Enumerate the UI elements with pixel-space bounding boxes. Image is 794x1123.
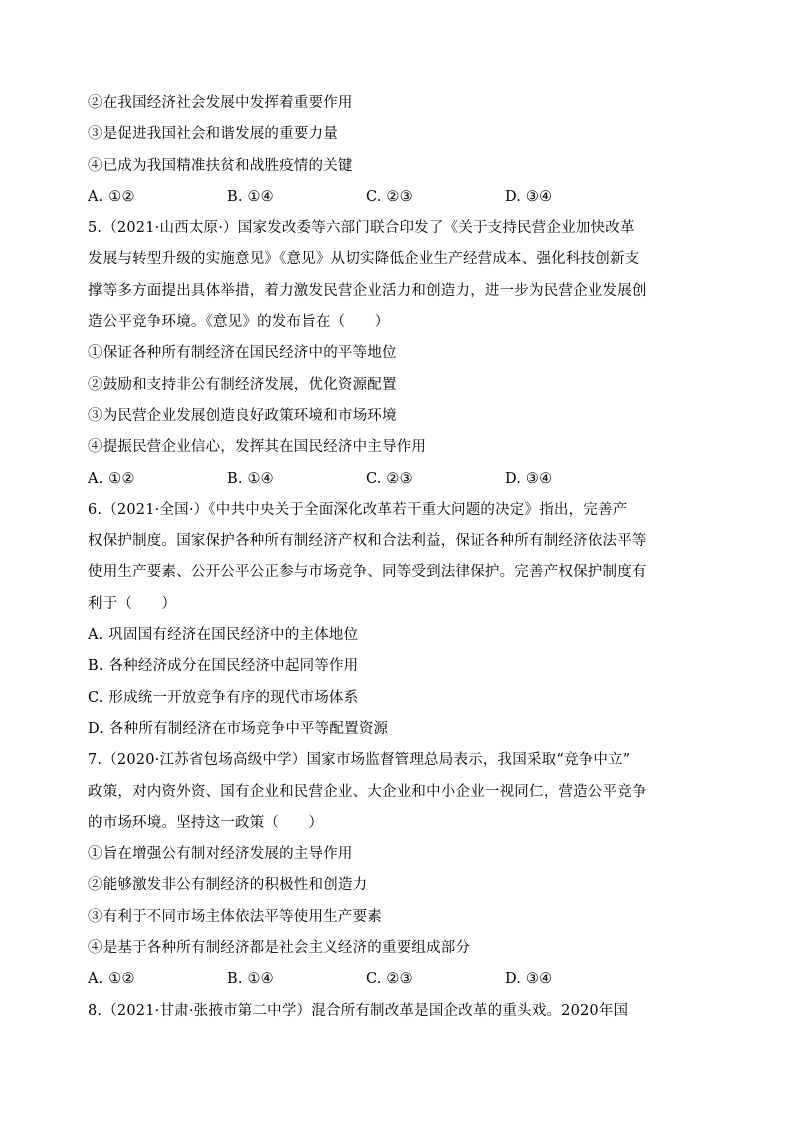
q4-item-2: ②在我国经济社会发展中发挥着重要作用 bbox=[88, 95, 353, 111]
q4-item-4: ④已成为我国精准扶贫和战胜疫情的关键 bbox=[88, 157, 353, 174]
q7-stem-line-2: 政策，对内资外资、国有企业和民营企业、大企业和中小企业一视同仁，营造公平竞争 bbox=[88, 783, 647, 800]
q6-stem-line-4: 利于（ ） bbox=[88, 595, 177, 612]
q7-item-1: ①旨在增强公有制对经济发展的主导作用 bbox=[88, 846, 353, 863]
q5-stem-line-2: 发展与转型升级的实施意见》《意见》从切实降低企业生产经营成本、强化科技创新支 bbox=[88, 251, 640, 268]
question-content bbox=[88, 88, 708, 1027]
q7-stem-line-3: 的市场环境。坚持这一政策（ ） bbox=[88, 814, 324, 831]
q4-item-3: ③是促进我国社会和谐发展的重要力量 bbox=[88, 126, 338, 143]
q5-item-3: ③为民营企业发展创造良好政策环境和市场环境 bbox=[88, 407, 397, 424]
q5-item-1: ①保证各种所有制经济在国民经济中的平等地位 bbox=[88, 345, 397, 362]
q5-stem-line-1: 5.（2021·山西太原·）国家发改委等六部门联合印发了《关于支持民营企业加快改革 bbox=[88, 220, 635, 237]
q5-options bbox=[88, 464, 708, 495]
q6-option-b: B. 各种经济成分在国民经济中起同等作用 bbox=[88, 658, 359, 675]
q4-option-b: B. ①④ bbox=[227, 188, 274, 205]
q8-stem-line-1: 8.（2021·甘肃·张掖市第二中学）混合所有制改革是国企改革的重头戏。2020年国 bbox=[88, 1002, 629, 1019]
q5-option-a: A. ①② bbox=[88, 470, 135, 487]
q7-option-d: D. ③④ bbox=[505, 971, 553, 988]
q7-item-2: ②能够激发非公有制经济的积极性和创造力 bbox=[88, 877, 368, 894]
q6-stem-line-3: 使用生产要素、公开公平公正参与市场竞争、同等受到法律保护。完善产权保护制度有 bbox=[88, 564, 647, 581]
q7-item-3: ③有利于不同市场主体依法平等使用生产要素 bbox=[88, 908, 382, 925]
q4-option-a: A. ①② bbox=[88, 188, 135, 205]
q7-item-4: ④是基于各种所有制经济都是社会主义经济的重要组成部分 bbox=[88, 940, 471, 957]
q6-stem-line-2: 权保护制度。国家保护各种所有制经济产权和合法利益，保证各种所有制经济依法平等 bbox=[88, 533, 647, 550]
q6-stem-line-1: 6.（2021·全国·）《中共中央关于全面深化改革若干重大问题的决定》指出，完善产 bbox=[88, 501, 628, 518]
q5-stem-line-4: 造公平竞争环境。《意见》的发布旨在（ ） bbox=[88, 314, 390, 331]
q7-options bbox=[88, 964, 708, 995]
q7-option-a: A. ①② bbox=[88, 971, 135, 988]
q5-item-2: ②鼓励和支持非公有制经济发展，优化资源配置 bbox=[88, 376, 397, 393]
q5-option-b: B. ①④ bbox=[227, 470, 274, 487]
q5-option-d: D. ③④ bbox=[505, 470, 553, 487]
q4-option-c: C. ②③ bbox=[366, 188, 413, 205]
q7-stem-line-1: 7.（2020·江苏省包场高级中学）国家市场监督管理总局表示，我国采取“竞争中立” bbox=[88, 752, 631, 769]
q4-options bbox=[88, 182, 708, 213]
q6-option-c: C. 形成统一开放竞争有序的现代市场体系 bbox=[88, 689, 359, 706]
q6-option-d: D. 各种所有制经济在市场竞争中平等配置资源 bbox=[88, 720, 389, 737]
q4-option-d: D. ③④ bbox=[505, 188, 553, 205]
q5-stem-line-3: 撑等多方面提出具体举措，着力激发民营企业活力和创造力，进一步为民营企业发展创 bbox=[88, 282, 647, 299]
q6-option-a: A. 巩固国有经济在国民经济中的主体地位 bbox=[88, 627, 359, 644]
q7-option-b: B. ①④ bbox=[227, 971, 274, 988]
q7-option-c: C. ②③ bbox=[366, 971, 413, 988]
q5-option-c: C. ②③ bbox=[366, 470, 413, 487]
q5-item-4: ④提振民营企业信心，发挥其在国民经济中主导作用 bbox=[88, 439, 427, 456]
